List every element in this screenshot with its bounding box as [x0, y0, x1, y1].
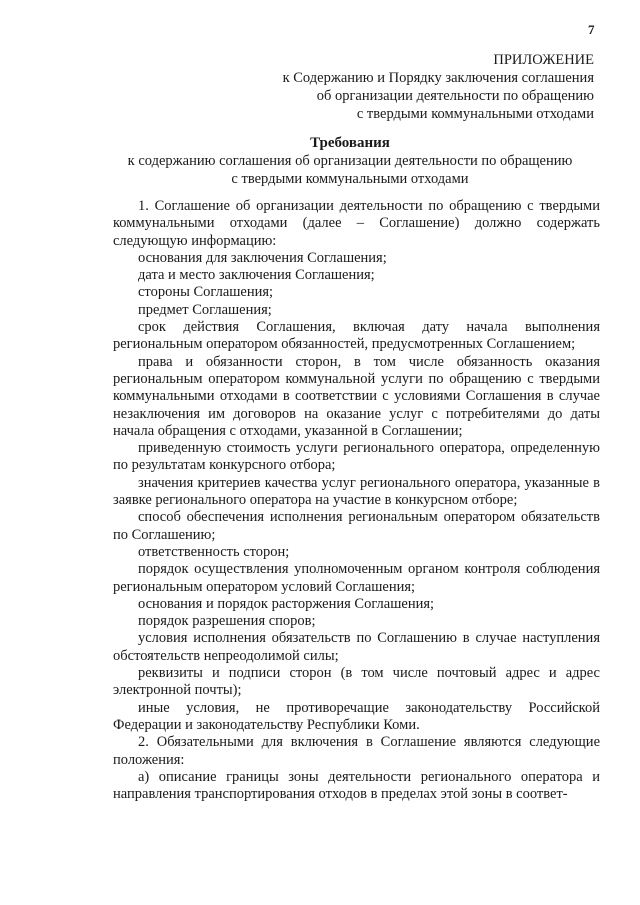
- paragraph: дата и место заключения Соглашения;: [138, 267, 375, 284]
- paragraph: предмет Соглашения;: [138, 301, 272, 318]
- appendix-line: с твердыми коммунальными отходами: [356, 106, 594, 122]
- paragraph: основания и порядок расторжения Соглашения;: [138, 595, 435, 612]
- document-body: [113, 198, 600, 803]
- page-number: 7: [588, 22, 595, 37]
- appendix-header: [283, 51, 594, 123]
- paragraph: а) описание границы зоны деятельности регионального оператора и направления транспортирования отходов в пределах этой зоны в соответ-: [113, 768, 600, 803]
- paragraph: основания для заключения Соглашения;: [138, 249, 387, 266]
- title-subline: к содержанию соглашения об организации деятельности по обращению: [127, 153, 573, 169]
- paragraph: иные условия, не противоречащие законодательству Российской Федерации и законодательству Республики Коми.: [113, 699, 600, 733]
- appendix-line: к Содержанию и Порядку заключения соглашения: [282, 70, 594, 86]
- appendix-line: об организации деятельности по обращению: [316, 88, 594, 104]
- paragraph: способ обеспечения исполнения региональным оператором обязательств по Соглашению;: [113, 509, 600, 543]
- paragraph: реквизиты и подписи сторон (в том числе почтовый адрес и адрес электронной почты);: [113, 665, 600, 699]
- paragraph: условия исполнения обязательств по Соглашению в случае наступления обстоятельств непреодолимой силы;: [113, 630, 600, 664]
- paragraph: 1. Соглашение об организации деятельности по обращению с твердыми коммунальными отходами (далее – Соглашение) должно содержать следующую информацию:: [113, 198, 600, 249]
- document-title: [100, 134, 600, 188]
- paragraph: права и обязанности сторон, в том числе обязанность оказания региональным оператором коммунальной услуги по обращению с твердыми коммунальными отходами в соответствии с условиями Соглашения в случае незаключения им договоров на оказание услуг с потребителями до даты начала обращения с отходами, указанной в Соглашении;: [113, 353, 600, 439]
- paragraph: ответственность сторон;: [138, 543, 290, 560]
- paragraph: порядок разрешения споров;: [138, 613, 316, 630]
- paragraph: порядок осуществления уполномоченным органом контроля соблюдения региональным оператором условий Соглашения;: [113, 561, 600, 595]
- paragraph: срок действия Соглашения, включая дату начала выполнения региональным оператором обязанностей, предусмотренных Соглашением;: [113, 319, 600, 353]
- paragraph: приведенную стоимость услуги регионального оператора, определенную по результатам конкурсного отбора;: [113, 440, 600, 474]
- appendix-label: ПРИЛОЖЕНИЕ: [493, 52, 594, 68]
- title-subline: с твердыми коммунальными отходами: [231, 171, 469, 187]
- paragraph: 2. Обязательными для включения в Соглашение являются следующие положения:: [113, 734, 600, 768]
- paragraph: стороны Соглашения;: [138, 284, 274, 301]
- title-heading: Требования: [310, 135, 390, 151]
- paragraph: значения критериев качества услуг регионального оператора, указанные в заявке регионального оператора на участие в конкурсном отборе;: [113, 474, 600, 509]
